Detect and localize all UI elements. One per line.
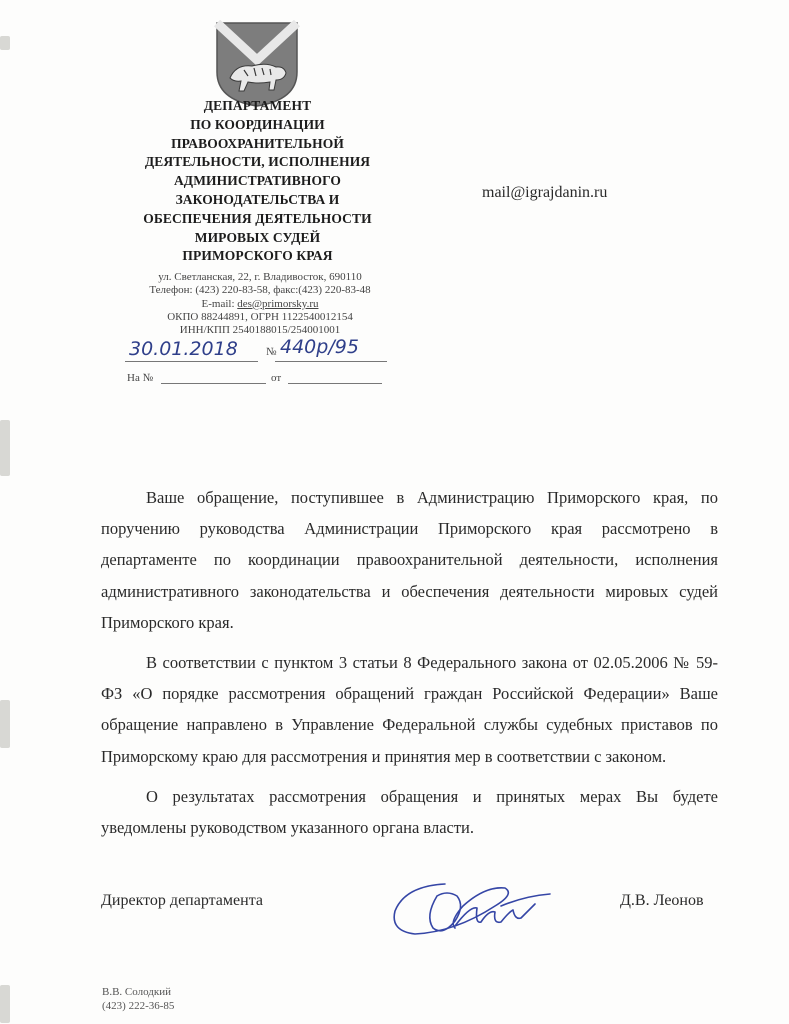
phone-line: Телефон: (423) 220-83-58, факс:(423) 220-83-48 [149, 284, 371, 297]
signer-role: Директор департамента [101, 892, 263, 909]
executor-phone: (423) 222-36-85 [102, 1000, 175, 1012]
executor-footer [102, 985, 174, 1013]
department-title-line: ДЕПАРТАМЕНТ [203, 98, 312, 113]
email-label: E-mail: [201, 297, 235, 310]
department-title [120, 97, 395, 266]
department-title-line: МИРОВЫХ СУДЕЙ [194, 229, 321, 245]
from-date-blank [288, 383, 382, 384]
body-paragraph: В соответствии с пунктом 3 статьи 8 Федерального закона от 02.05.2006 № 59-ФЗ «О порядке рассмотрения обращений граждан Российской Федерации» Ваше обращение направлено в Управление Федеральной службы судебных приставов по Приморскому краю для рассмотрения и принятия мер в соответствии с законом. [101, 653, 718, 766]
number-underline [275, 361, 387, 362]
scan-edge-mark [0, 36, 10, 50]
handwritten-signature [385, 866, 560, 946]
address-line: ул. Светланская, 22, г. Владивосток, 690110 [158, 271, 362, 283]
inn-line: ИНН/КПП 2540188015/254001001 [179, 324, 341, 337]
on-number-label: На № [127, 372, 154, 384]
letter-body [101, 482, 718, 852]
body-paragraph: О результатах рассмотрения обращения и принятых мерах Вы будете уведомлены руководством указанного органа власти. [101, 786, 718, 838]
department-title-line: ОБЕСПЕЧЕНИЯ ДЕЯТЕЛЬНОСТИ [143, 210, 372, 226]
executor-name: В.В. Солодкий [102, 986, 172, 998]
body-paragraph: Ваше обращение, поступившее в Администрацию Приморского края, по поручению руководства Администрации Приморского края рассмотрено в департаменте по координации правоохранительной деятельности, исполнения административного законодательства и обеспечения деятельности мировых судей Приморского края. [101, 488, 718, 632]
department-title-line: ЗАКОНОДАТЕЛЬСТВА И [175, 191, 340, 207]
registration-date: 30.01.2018 [129, 338, 238, 360]
contact-block [130, 271, 390, 337]
department-title-line: ПРАВООХРАНИТЕЛЬНОЙ [171, 135, 344, 151]
department-title-line: ПО КООРДИНАЦИИ [190, 116, 325, 132]
scan-edge-mark [0, 700, 10, 748]
okpo-line: ОКПО 88244891, ОГРН 1122540012154 [167, 310, 353, 323]
scan-edge-mark [0, 420, 10, 476]
email-link[interactable]: des@primorsky.ru [237, 297, 319, 310]
registration-number: 440р/95 [280, 336, 359, 358]
recipient-email: mail@igrajdanin.ru [482, 184, 608, 201]
date-underline [125, 361, 258, 362]
registration-line [125, 336, 395, 364]
department-title-line: АДМИНИСТРАТИВНОГО [173, 173, 342, 189]
from-label: от [271, 372, 282, 384]
scan-edge-mark [0, 985, 10, 1023]
reference-line [127, 372, 387, 388]
department-title-line: ПРИМОРСКОГО КРАЯ [182, 248, 333, 264]
department-title-line: ДЕЯТЕЛЬНОСТИ, ИСПОЛНЕНИЯ [144, 154, 371, 170]
signer-name: Д.В. Леонов [620, 892, 704, 909]
coat-of-arms-emblem [214, 20, 300, 108]
on-number-blank [161, 383, 266, 384]
email-line [130, 298, 390, 311]
number-sign: № [266, 346, 277, 358]
